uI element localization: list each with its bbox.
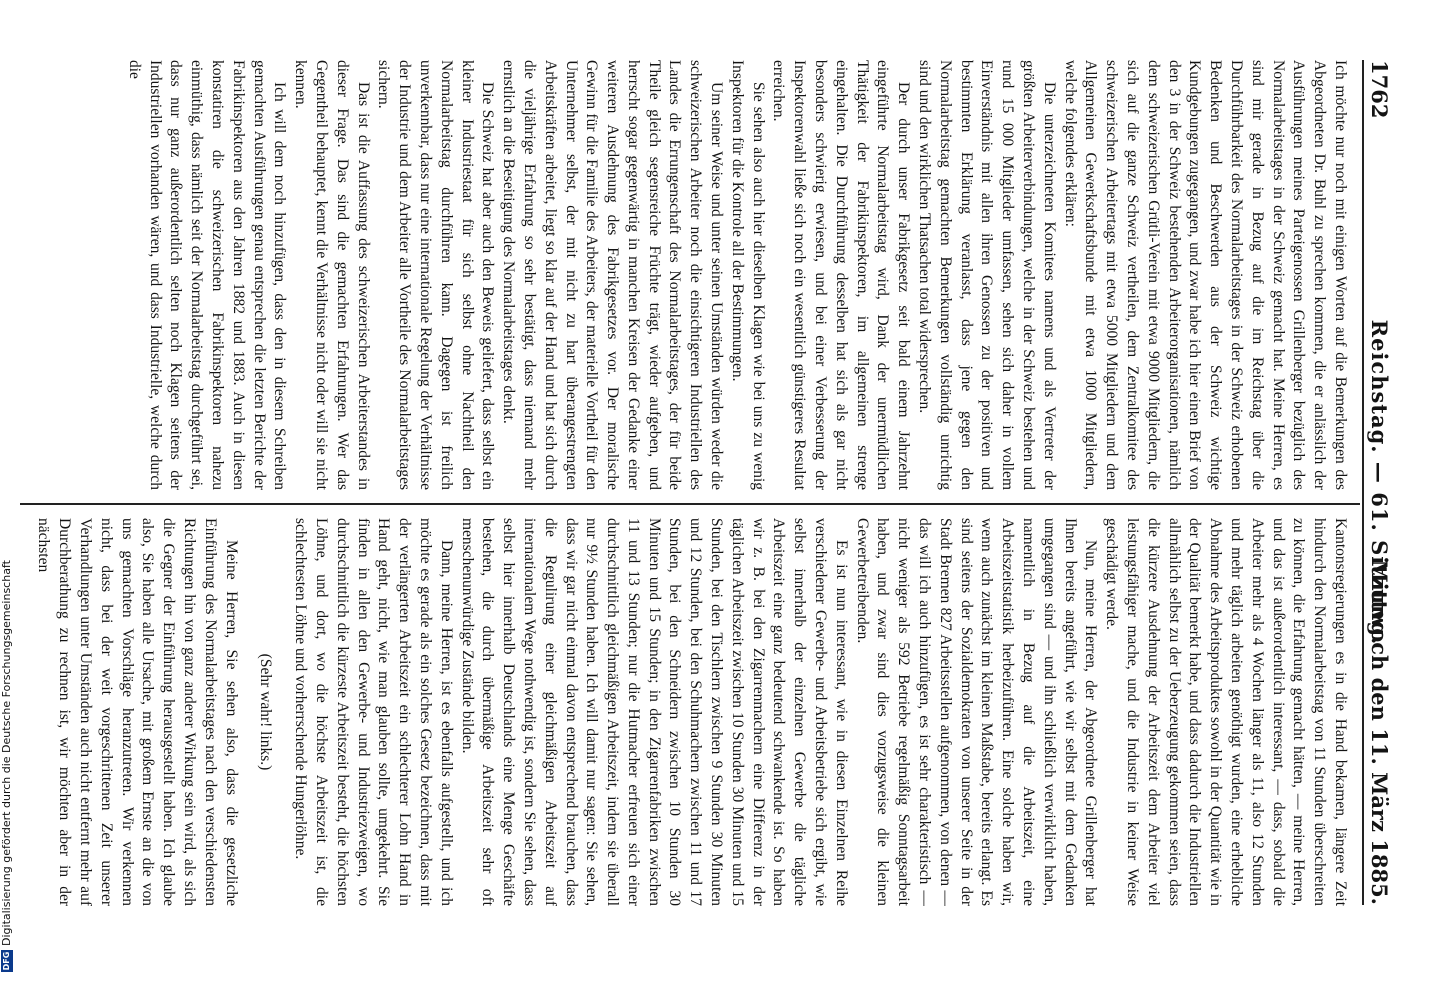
left-column bbox=[20, 60, 1350, 490]
paragraph: Ich will dem noch hinzufügen, dass den in diesem Schreiben gemachten Ausführungen genau entsprechen die letzten Berichte der Fabrikinspektoren aus den Jahren 1882 und 1883. Auch in diesen konstatiren die schweizerischen Fabrikinspektoren nahezu einmüthig, dass nämlich seit der Normalarbeitstag durchgeführt sei, dass nur ganz außerordentlich selten noch Klagen seitens der Industriellen vorhanden wären, und dass Industrielle, welche durch die bbox=[125, 60, 289, 490]
session-title: Reichstag. — 61. Sitzung. bbox=[1367, 319, 1392, 646]
quoted-paragraph: Die unterzeichneten Komitees namens und als Vertreter der größten Arbeiterverbindungen, welche in der Schweiz bestehen und rund 15 000 Mitglieder umfassen, sehen sich daher in vollem Einverständnis mit allen ihren Genossen zu der positiven und bestimmten Erklärung veranlasst, dass jene gegen den Normalarbeitstag gemachten Bemerkungen vollständig unrichtig sind und den wirklichen Thatsachen total widersprechen. bbox=[916, 60, 1058, 490]
right-column bbox=[20, 518, 1350, 906]
quoted-paragraph: Um seiner Weise und unter seinen Umständen würden weder die schweizerischen Arbeiter noch die einsichtigeren Industriellen des Landes die Errungenschaft des Normalarbeitstages, der für beide Theile gleich segensreiche Früchte trägt, wieder aufgeben, und herrscht sogar gegenwärtig in manchen Kreisen der Gedanke einer weiteren Ausdehnung des Fabrikgesetzes vor. Der moralische Gewinn für die Familie des Arbeiters, der materielle Vortheil für den Unternehmer selbst, der mit nicht zu hart überangestrengten Arbeitskräften arbeitet, liegt so klar auf der Hand und hat sich durch die vieljährige Erfahrung so sehr bestätigt, dass niemand mehr ernstlich an die Beseitigung des Normalarbeitstages denkt. bbox=[500, 60, 726, 490]
session-date: Mittwoch den 11. März 1885. bbox=[1367, 559, 1392, 905]
paragraph: Kantonsregierungen es in die Hand bekamen, längere Zeit hindurch den Normalarbeitstag von 11 Stunden überschreiten zu können, die Erfahrung gemacht hätten, — meine Herren, und das ist außerordentlich interessant, — dass, sobald die Arbeiter mehr als 4 Wochen länger als 11, also 12 Stunden und mehr täglich arbeiten genöthigt wurden, eine erhebliche Abnahme des Arbeitsproduktes sowohl in der Quantität wie in der Qualität bemerkt habe, und dass dadurch die Industriellen allmählich selbst zu der Ueberzeugung gekommen seien, dass die kürzere Ausdehnung der Arbeitszeit dem Arbeiter viel leistungsfähiger mache, und die Industrie in keiner Weise geschädigt werde. bbox=[1103, 518, 1349, 906]
quoted-paragraph: Der durch unser Fabrikgesetz seit bald einem Jahrzehnt eingeführte Normalarbeitstag wird, Dank der unermüdlichen Thätigkeit der Fabrikinspektoren, im allgemeinen strenge eingehalten. Die Durchführung desselben hat sich als gar nicht besonders schwierig erwiesen, und bei einer Verbesserung der Inspektorenwahl ließe sich noch ein wesentlich günstigeres Resultat erreichen. bbox=[770, 60, 913, 490]
page-number: 1762 bbox=[1367, 60, 1392, 119]
header-rule bbox=[1362, 60, 1364, 905]
paragraph: Meine Herren, Sie sehen also, dass die gesetzliche Einführung des Normalarbeitstages nach den verschiedensten Richtungen hin von ganz anderer Wirkung sein wird, als sich die Gegner der Einführung herausgestellt haben. Ich glaube also, Sie haben alle Ursache, mit großem Ernste an die von uns gemachten Vorschläge heranzutreten. Wir verkennen nicht, dass bei der weit vorgeschrittenen Zeit unserer Verhandlungen unter Umständen auch nicht entfernt mehr auf Durchberathung zu rechnen ist, wir möchten aber in der nächsten bbox=[35, 518, 240, 906]
paragraph: Es ist nun interessant, wie in diesen Einzelnen Reihe verschiedener Gewerbe- und Arbeitsbetriebe sich ergibt, wie selbst innerhalb der einzelnen Gewerbe die tägliche Arbeitszeit eine ganz bedeutend schwankende ist. So haben wir z. B. bei den Zigarrenmachern eine Differenz in der täglichen Arbeitszeit zwischen 10 Stunden 30 Minuten und 15 Stunden, bei den Tischlern zwischen 9 Stunden 30 Minuten und 12 Stunden, bei den Schuhmachern zwischen 11 und 17 Stunden, bei den Schneidern zwischen 10 Stunden 30 Minuten und 15 Stunden; in den Zigarrenfabriken zwischen 11 und 13 Stunden; nur die Hutmacher erfreuen sich einer durchschnittlich gleichmäßigen Arbeitszeit, indem sie überall nur 9½ Stunden haben. Ich will damit nur sagen: Sie sehen, dass wir gar nicht einmal davon entsprechend brauchen, dass die Regulirung einer gleichmäßigen Arbeitszeit auf internationalem Wege nothwendig ist, sondern Sie sehen, dass selbst hier innerhalb Deutschlands eine Menge Geschäfte bestehen, die durch übermäßige Arbeitszeit sehr oft menschenunwürdige Zustände bilden. bbox=[458, 518, 850, 906]
column-divider bbox=[20, 503, 1360, 505]
paragraph: Sie sehen also auch hier dieselben Klagen wie bei uns zu wenig Inspektoren für die Kontrole all der Bestimmungen. bbox=[728, 60, 767, 490]
quoted-paragraph: Die Schweiz hat aber auch den Beweis geliefert, dass selbst ein kleiner Industriestaat für sich selbst ohne Nachtheil den Normalarbeitstag durchführen kann. Dagegen ist freilich unverkennbar, dass nur eine internationale Regelung der Verhältnisse der Industrie und dem Arbeiter alle Vortheile des Normalarbeitstages sichern. bbox=[375, 60, 497, 490]
credit-text: Digitalisierung gefördert durch die Deutsche Forschungsgemeinschaft bbox=[0, 560, 13, 946]
dfg-logo-icon: DFG bbox=[2, 951, 11, 971]
interjection: (Sehr wahr! links.) bbox=[257, 653, 275, 771]
quoted-paragraph: Das ist die Auffassung des schweizerischen Arbeiterstandes in dieser Frage. Das sind die gemachten Erfahrungen. Wer das Gegentheil behauptet, kennt die Verhältnisse nicht oder will sie nicht kennen. bbox=[292, 60, 372, 490]
paragraph: Dann, meine Herren, ist es ebenfalls aufgestellt, und ich möchte es gerade als ein solches Gesetz bezeichnen, dass mit der verlängerten Arbeitszeit ein schlechterer Lohn Hand in Hand geht, nicht, wie man glauben sollte, umgekehrt. Sie finden in allen den Gewerbe- und Industriezweigen, wo durchschnittlich die kürzeste Arbeitszeit besteht, die höchsten Löhne, und dort, wo die höchste Arbeitszeit ist, die schlechtesten Löhne und vorherrschende Hungerlöhne. bbox=[292, 518, 455, 906]
paragraph: Nun, meine Herren, der Abgeordnete Grillenberger hat Ihnen bereits angeführt, wie wir selbst mit dem Gedanken umgegangen sind — und ihn schließlich verwirklicht haben, namentlich in Bezug auf die Arbeitszeit, eine Arbeitszeitstatistik herbeizuführen. Eine solche haben wir, wenn auch zunächst im kleinen Maßstabe, bereits erlangt. Es sind seitens der Sozialdemokraten von unserer Seite in der Stadt Bremen 827 Arbeitsstellen aufgenommen, von denen — das will ich auch hinzufügen, es ist sehr charakteristisch — nicht weniger als 592 Betriebe regelmäßig Sonntagsarbeit haben, und zwar sind dies vorzugsweise die kleinen Gewerbetreibenden. bbox=[853, 518, 1100, 906]
digitization-credit bbox=[0, 560, 13, 1000]
paragraph: Ich möchte nur noch mit einigen Worten auf die Bemerkungen des Abgeordneten Dr. Buhl zu sprechen kommen, die er anlässlich der Ausführungen meines Parteigenossen Grillenberger bezüglich des Normalarbeitstages in der Schweiz gemacht hat. Meine Herren, es sind mir gerade in Bezug auf die im Reichstag über die Durchführbarkeit des Normalarbeitstages in der Schweiz erhobenen Bedenken und Beschwerden aus der Schweiz wichtige Kundgebungen zugegangen, und zwar habe ich hier einen Brief von den 3 in der Schweiz bestehenden Arbeiterorganisationen, nämlich dem schweizerischen Grütli-Verein mit etwa 9000 Mitgliedern, die sich auf die ganze Schweiz vertheilen, dem Zentralkomitee des schweizerischen Arbeitertags mit etwa 5000 Mitgliedern und dem Allgemeinen Gewerkschaftsbunde mit etwa 1000 Mitgliedern, welche folgendes erklären: bbox=[1061, 60, 1349, 490]
page-header bbox=[1362, 60, 1396, 905]
